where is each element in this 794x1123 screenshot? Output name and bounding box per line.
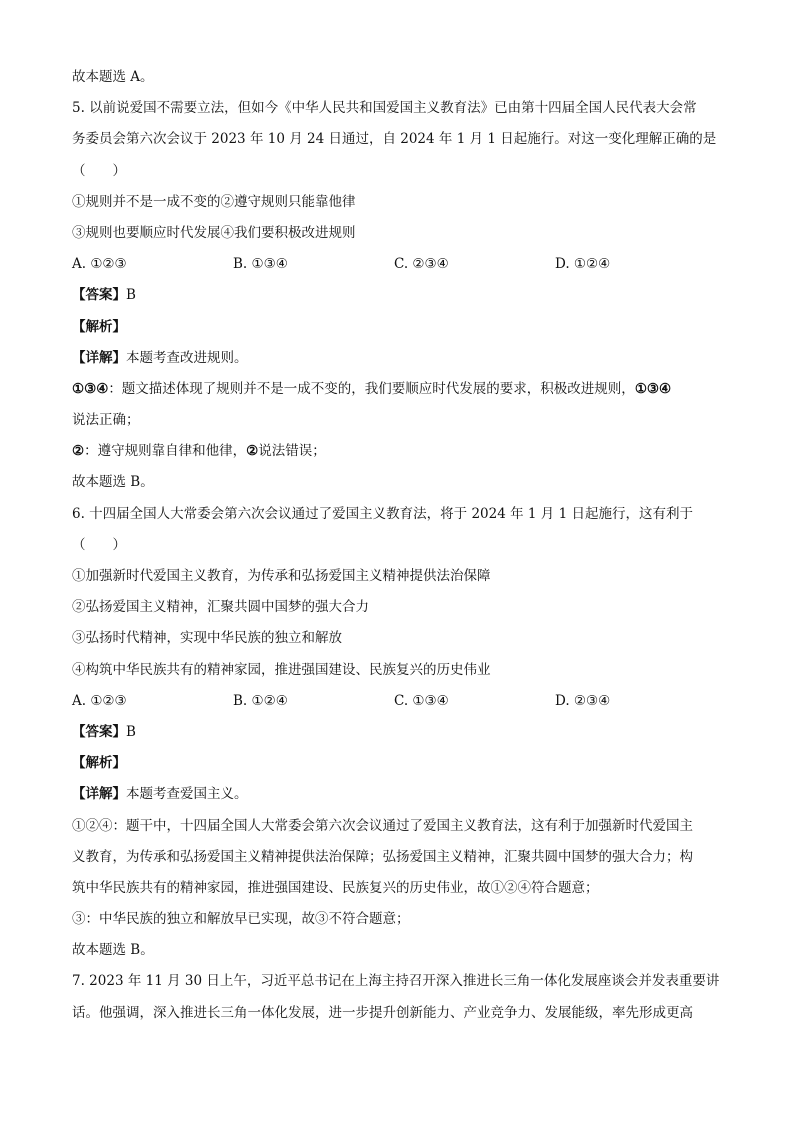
q5-blank-bracket: （ ） [72,162,126,179]
q5-option-a: A. ①②③ [72,256,127,273]
q5-analysis-label: 【解析】 [72,318,126,335]
q5-answer-value: B [126,287,136,304]
q5-statements-1: ①规则并不是一成不变的②遵守规则只能靠他律 [72,193,356,210]
q6-statement-3: ③弘扬时代精神，实现中华民族的独立和解放 [72,630,342,647]
q5-e1-marker2: ①③④ [634,380,672,397]
document-page [72,62,732,1029]
q6-detail-text: 本题考查爱国主义。 [126,786,248,803]
q6-answer-value: B [126,723,136,740]
q7-stem-line-2: 话。他强调，深入推进长三角一体化发展，进一步提升创新能力、产业竞争力、发展能级，率先形成更高 [72,1004,693,1021]
q6-blank-bracket: （ ） [72,536,126,553]
q5-explanation-1 [72,374,732,405]
q5-e1-text: ：题文描述体现了规则并不是一成不变的，我们要顺应时代发展的要求，积极改进规则， [108,380,635,397]
q5-e2-text2: 说法错误； [258,443,326,460]
q6-statement-4: ④构筑中华民族共有的精神家园，推进强国建设、民族复兴的历史伟业 [72,661,491,678]
q6-answer-label: 【答案】 [72,723,126,740]
q5-explanation-1-cont: 说法正确； [72,412,140,429]
q6-answer [72,717,732,748]
q6-detail [72,779,732,810]
q5-option-b: B. ①③④ [233,256,288,273]
q6-option-d: D. ②③④ [555,692,611,709]
prev-conclusion: 故本题选 A。 [72,69,154,85]
q6-option-a: A. ①②③ [72,692,127,709]
q6-options [72,686,732,717]
q5-option-c: C. ②③④ [394,256,449,273]
q6-explanation-1a: ①②④：题干中，十四届全国人大常委会第六次会议通过了爱国主义教育法，这有利于加强新时代爱国主 [72,817,693,834]
q5-detail-text: 本题考查改进规则。 [126,349,248,366]
q5-statements-2: ③规则也要顺应时代发展④我们要积极改进规则 [72,224,356,241]
q6-explanation-1c: 筑中华民族共有的精神家园，推进强国建设、民族复兴的历史伟业，故①②④符合题意； [72,879,599,896]
q6-option-b: B. ①②④ [233,692,288,709]
q6-statement-2: ②弘扬爱国主义精神，汇聚共圆中国梦的强大合力 [72,599,369,616]
q6-option-c: C. ①③④ [394,692,449,709]
q5-detail [72,343,732,374]
q6-stem-line-1: 6. 十四届全国人大常委会第六次会议通过了爱国主义教育法，将于 2024 年 1 月 1 日起施行，这有利于 [72,505,693,522]
q5-explanation-2 [72,436,732,467]
q5-conclusion: 故本题选 B。 [72,474,154,491]
q5-e2-marker: ② [72,443,85,460]
q5-e1-marker: ①③④ [72,380,109,397]
q6-conclusion: 故本题选 B。 [72,942,154,959]
q6-statement-1: ①加强新时代爱国主义教育，为传承和弘扬爱国主义精神提供法治保障 [72,568,491,584]
q6-analysis-label: 【解析】 [72,755,126,772]
q6-explanation-2: ③：中华民族的独立和解放早已实现，故③不符合题意； [72,911,410,928]
q6-detail-label: 【详解】 [72,786,126,803]
q5-stem-line-2: 务委员会第六次会议于 2023 年 10 月 24 日通过，自 2024 年 1 月 1 日起施行。对这一变化理解正确的是 [72,131,717,148]
q5-answer-label: 【答案】 [72,287,126,304]
q5-answer [72,280,732,311]
q5-e2-text: ：遵守规则靠自律和他律， [84,443,247,460]
q5-option-d: D. ①②④ [555,256,611,273]
q5-detail-label: 【详解】 [72,349,126,366]
q7-stem-line-1: 7. 2023 年 11 月 30 日上午，习近平总书记在上海主持召开深入推进长三角一体化发展座谈会并发表重要讲 [72,973,720,990]
q6-explanation-1b: 义教育，为传承和弘扬爱国主义精神提供法治保障；弘扬爱国主义精神，汇聚共圆中国梦的强大合力；构 [72,848,693,865]
q5-e2-marker2: ② [246,443,259,460]
q5-options [72,249,732,280]
q5-stem-line-1: 5. 以前说爱国不需要立法，但如今《中华人民共和国爱国主义教育法》已由第十四届全国人民代表大会常 [72,100,697,117]
